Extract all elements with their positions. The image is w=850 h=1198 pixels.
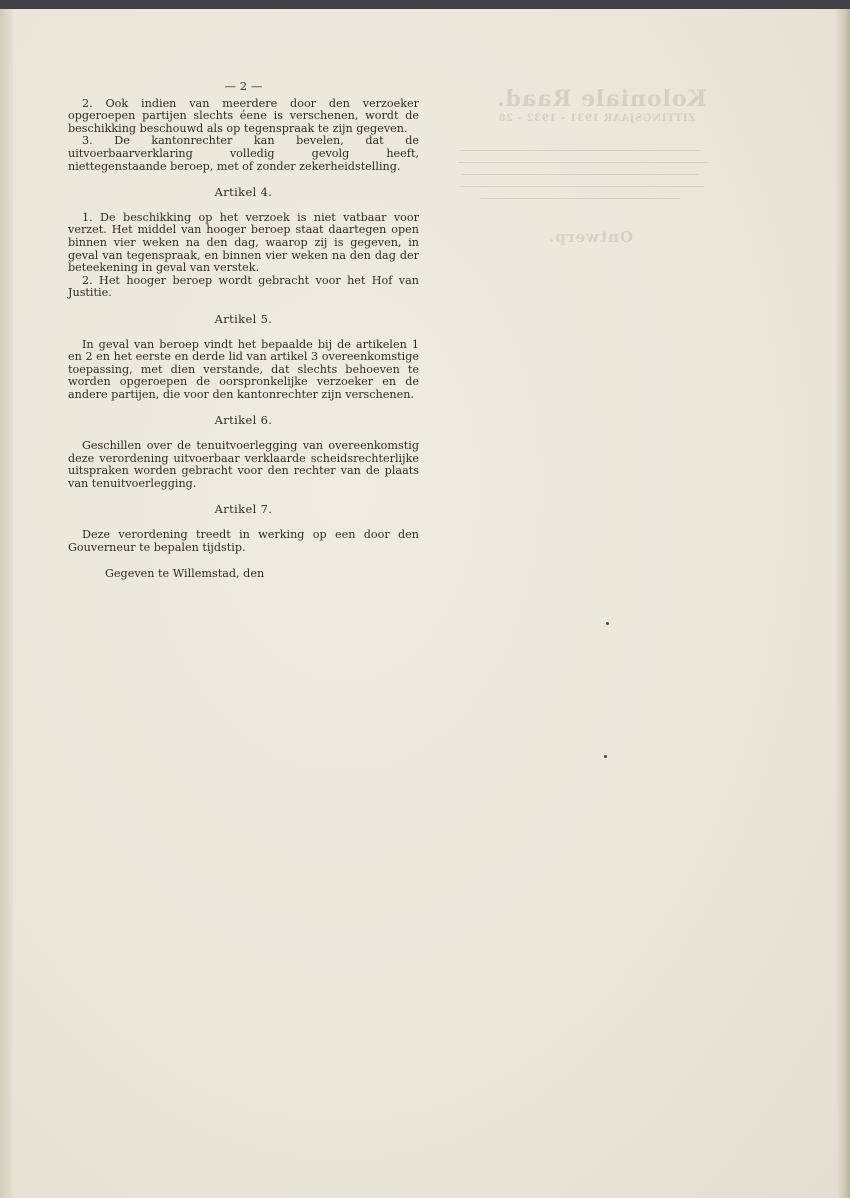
bleed-through-line <box>480 198 680 199</box>
text-column <box>68 80 419 581</box>
bleed-through-line <box>460 186 704 187</box>
article-7-paragraph: Deze verordening treedt in werking op een door den Gouverneur te bepalen tijdstip. <box>68 528 419 554</box>
bleed-through-line <box>462 174 698 175</box>
article-5-heading: Artikel 5. <box>214 311 273 326</box>
intro-paragraph-2: 2. Ook indien van meerdere door den verzoeker opgeroepen partijen slechts éene is verschenen, wordt de beschikking beschouwd als op tegenspraak te zijn gegeven. <box>68 96 419 135</box>
article-7-heading: Artikel 7. <box>214 502 273 517</box>
article-4-paragraph-1: 1. De beschikking op het verzoek is niet vatbaar voor verzet. Het middel van hooger beroep staat daartegen open binnen vier weken na den dag, waarop zij is gegeven, in geval van tegenspraak, en binnen vier weken na den dag der beteekening in geval van verstek. <box>68 210 419 275</box>
article-4-heading: Artikel 4. <box>214 185 273 200</box>
paper-speck <box>604 755 607 758</box>
bleed-through-line <box>458 162 708 163</box>
article-5-paragraph: In geval van beroep vindt het bepaalde bij de artikelen 1 en 2 en het eerste en derde lid van artikel 3 overeenkomstige toepassing, met dien verstande, dat slechts behoeven te worden opgeroepen de oorspronkelijke verzoeker en de andere partijen, die voor den kantonrechter zijn verschenen. <box>68 337 419 401</box>
article-4-paragraph-2: 2. Het hooger beroep wordt gebracht voor het Hof van Justitie. <box>68 273 419 300</box>
scanner-top-edge <box>0 0 850 9</box>
article-6-heading: Artikel 6. <box>214 413 273 428</box>
bleed-through-stamp: Ontwerp. <box>548 228 633 246</box>
bleed-through-title: Koloniale Raad. <box>496 86 707 112</box>
signoff-line: Gegeven te Willemstad, den <box>105 567 265 581</box>
bleed-through-line <box>460 150 700 151</box>
intro-paragraph-3: 3. De kantonrechter kan bevelen, dat de uitvoerbaarverklaring volledig gevolg heeft, niettegenstaande beroep, met of zonder zekerheidstelling. <box>68 134 419 173</box>
paper-right-edge <box>836 9 850 1198</box>
article-6-paragraph: Geschillen over de tenuitvoerlegging van overeenkomstig deze verordening uitvoerbaar verklaarde scheidsrechterlijke uitspraken worden gebracht voor den rechter van de plaats van tenuitvoerlegging. <box>68 439 419 490</box>
paper-speck <box>606 622 609 625</box>
bleed-through-header <box>440 82 740 282</box>
paper-left-edge <box>0 9 13 1198</box>
page-number: — 2 — <box>224 79 263 93</box>
bleed-through-subtitle: ZITTINGSJAAR 1931 - 1932 - 28 <box>498 113 696 124</box>
